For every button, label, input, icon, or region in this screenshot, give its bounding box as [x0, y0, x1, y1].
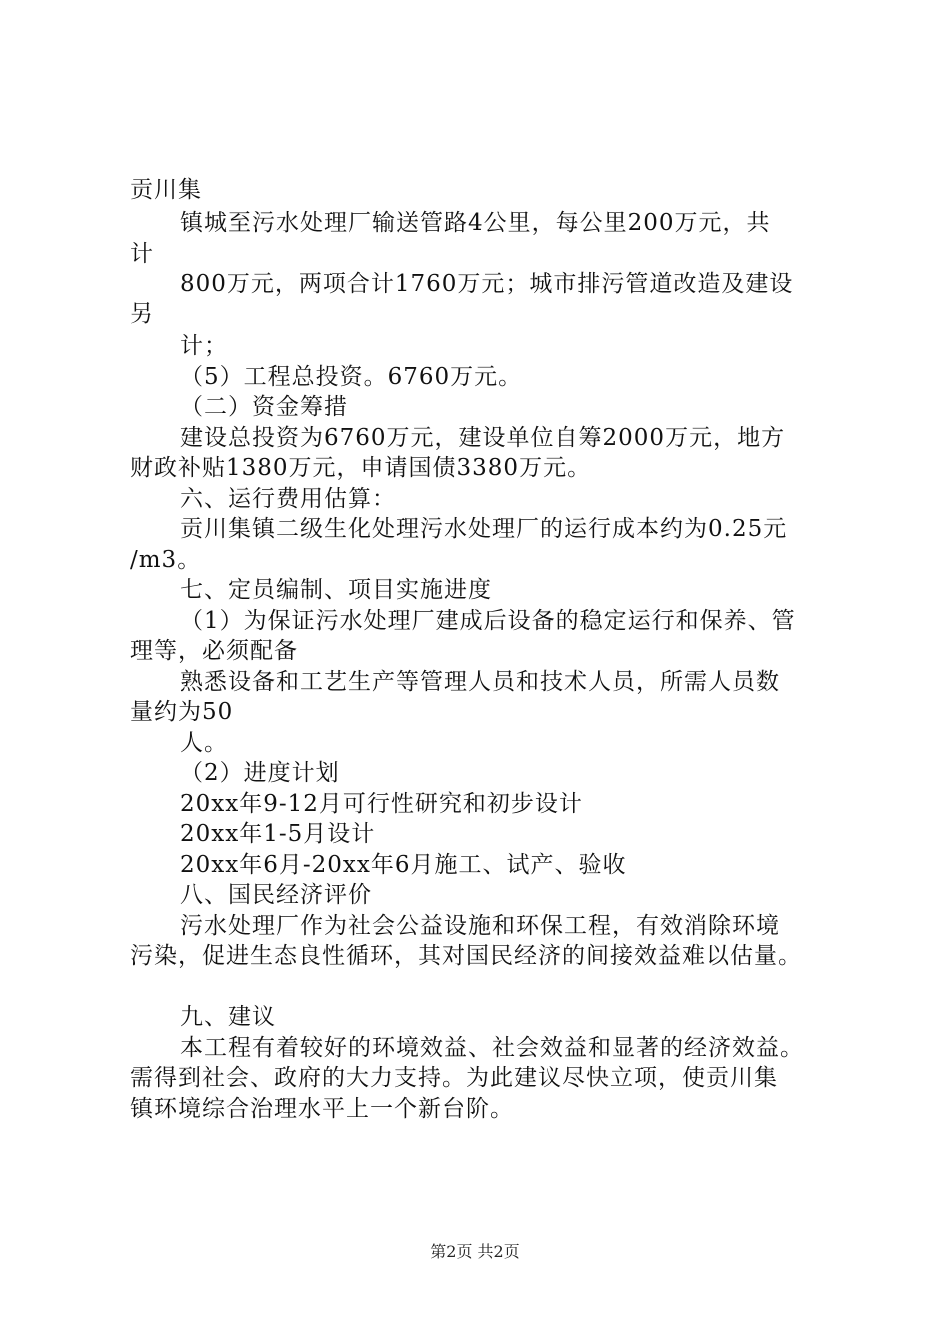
text-line: 人。: [180, 730, 228, 756]
text-line: 污水处理厂作为社会公益设施和环保工程，有效消除环境: [180, 913, 780, 939]
text-line: 财政补贴1380万元，申请国债3380万元。: [130, 455, 592, 481]
text-line: 镇城至污水处理厂输送管路4公里，每公里200万元，共: [180, 210, 771, 236]
text-line: 量约为50: [130, 699, 234, 725]
text-line: 熟悉设备和工艺生产等管理人员和技术人员，所需人员数: [180, 669, 780, 695]
text-line: 计: [130, 241, 154, 267]
section-heading: 九、建议: [180, 1004, 276, 1030]
text-line: /m3。: [130, 547, 202, 573]
text-line: 计；: [180, 333, 228, 359]
text-line: （1）为保证污水处理厂建成后设备的稳定运行和保养、管: [180, 608, 796, 634]
schedule-item: 20xx年6月-20xx年6月施工、试产、验收: [180, 852, 627, 878]
text-line: 本工程有着较好的环境效益、社会效益和显著的经济效益。: [180, 1035, 804, 1061]
section-heading: 八、国民经济评价: [180, 882, 372, 908]
section-heading: 六、运行费用估算：: [180, 486, 396, 512]
text-line: 需得到社会、政府的大力支持。为此建议尽快立项，使贡川集: [130, 1065, 778, 1091]
text-line: 另: [130, 301, 154, 327]
schedule-item: 20xx年9-12月可行性研究和初步设计: [180, 791, 583, 817]
text-line: 800万元，两项合计1760万元；城市排污管道改造及建设: [180, 271, 794, 297]
schedule-item: 20xx年1-5月设计: [180, 821, 376, 847]
section-heading: （2）进度计划: [180, 760, 340, 786]
section-heading: 七、定员编制、项目实施进度: [180, 577, 492, 603]
text-line: 镇环境综合治理水平上一个新台阶。: [130, 1096, 514, 1122]
text-line: 污染，促进生态良性循环，其对国民经济的间接效益难以估量。: [130, 943, 802, 969]
text-line: 建设总投资为6760万元，建设单位自筹2000万元，地方: [180, 425, 786, 451]
text-line: 贡川集: [130, 177, 202, 203]
text-line: （5）工程总投资。6760万元。: [180, 364, 523, 390]
text-line: 理等，必须配备: [130, 638, 298, 664]
section-heading: （二）资金筹措: [180, 394, 348, 420]
text-line: 贡川集镇二级生化处理污水处理厂的运行成本约为0.25元: [180, 516, 788, 542]
page-footer: 第2页 共2页: [430, 1242, 520, 1261]
